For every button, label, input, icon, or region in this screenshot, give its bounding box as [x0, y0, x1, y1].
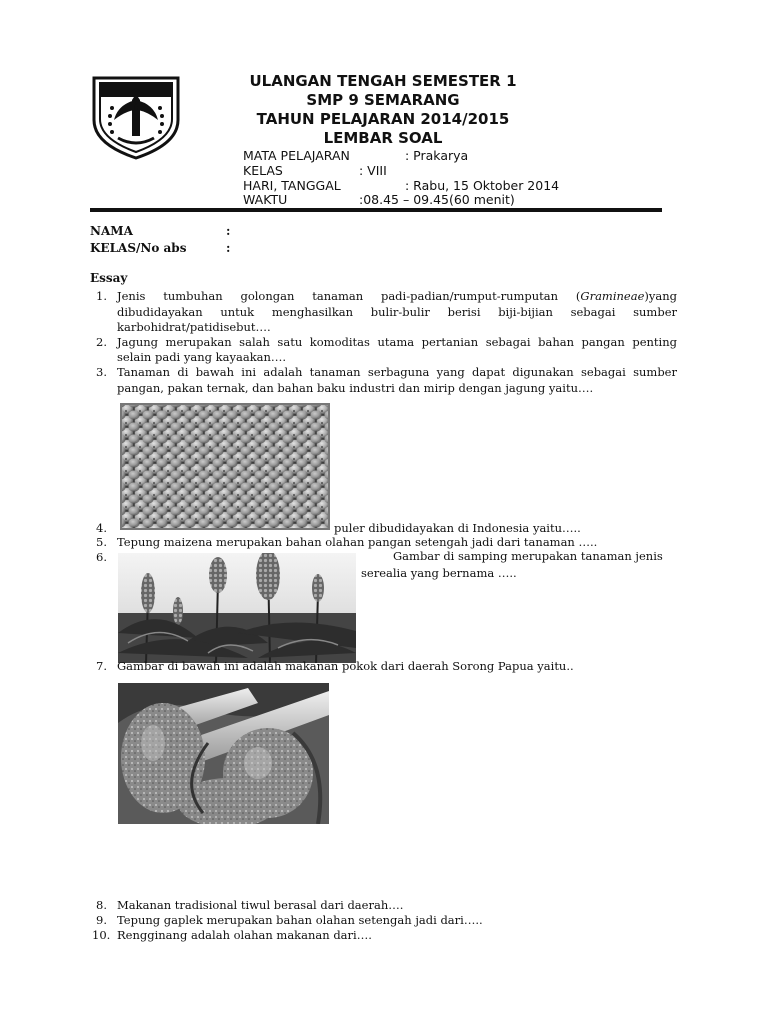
info-value-time: :08.45 – 09.45(60 menit) [359, 192, 515, 207]
section-title: Essay [90, 271, 128, 285]
question-number: 7. [96, 659, 107, 673]
question-number: 1. [96, 289, 107, 303]
info-value-class: : VIII [359, 163, 387, 178]
question-8-text: Makanan tradisional tiwul berasal dari daerah…. [117, 898, 404, 912]
question-2-line-2: selain padi yang kayaakan…. [117, 350, 287, 364]
question-9-text: Tepung gaplek merupakan bahan olahan setengah jadi dari….. [117, 913, 483, 927]
taro-tubers-photo [118, 683, 329, 824]
info-label-time: WAKTU [243, 192, 288, 207]
question-number: 8. [96, 898, 107, 912]
question-1-line-2: dibudidayakan untuk menghasilkan bulir-bulir berisi biji-bijian sebagai sumber [117, 305, 677, 319]
question-4-text: puler dibudidayakan di Indonesia yaitu….. [334, 521, 581, 535]
question-number: 6. [96, 550, 107, 564]
class-label: KELAS/No abs [90, 241, 187, 255]
academic-year: TAHUN PELAJARAN 2014/2015 [256, 110, 510, 128]
question-3-line-1: Tanaman di bawah ini adalah tanaman serbaguna yang dapat digunakan sebagai sumber [117, 365, 677, 379]
info-label-date: HARI, TANGGAL [243, 178, 341, 193]
question-number: 10. [92, 928, 111, 942]
sheet-title: LEMBAR SOAL [323, 129, 443, 147]
name-label: NAMA [90, 224, 133, 238]
question-number: 3. [96, 365, 107, 379]
class-separator: : [226, 241, 231, 255]
exam-title: ULANGAN TENGAH SEMESTER 1 [249, 72, 517, 90]
sorghum-grains-photo [120, 403, 330, 530]
question-number: 9. [96, 913, 107, 927]
sorghum-plants-photo [118, 553, 356, 663]
info-value-subject: : Prakarya [405, 148, 469, 163]
name-separator: : [226, 224, 231, 238]
school-crest-logo [88, 74, 184, 160]
header-divider [90, 208, 662, 212]
question-1-line-1: Jenis tumbuhan golongan tanaman padi-padian/rumput-rumputan (Gramineae)yang [117, 289, 677, 303]
school-name: SMP 9 SEMARANG [306, 91, 460, 109]
question-6-line-1: Gambar di samping merupakan tanaman jenis [393, 549, 663, 563]
info-value-date: : Rabu, 15 Oktober 2014 [405, 178, 560, 193]
question-7-text: Gambar di bawah ini adalah makanan pokok dari daerah Sorong Papua yaitu.. [117, 659, 574, 673]
question-number: 4. [96, 521, 107, 535]
question-5-text: Tepung maizena merupakan bahan olahan pangan setengah jadi dari tanaman ….. [117, 535, 598, 549]
question-1-line-3: karbohidrat/patidisebut…. [117, 320, 271, 334]
info-label-subject: MATA PELAJARAN [243, 148, 350, 163]
question-10-text: Rengginang adalah olahan makanan dari…. [117, 928, 372, 942]
question-3-line-2: pangan, pakan ternak, dan bahan baku industri dan mirip dengan jagung yaitu…. [117, 381, 594, 395]
question-number: 5. [96, 535, 107, 549]
question-6-line-2: serealia yang bernama ….. [361, 566, 517, 580]
info-label-class: KELAS [243, 163, 283, 178]
question-number: 2. [96, 335, 107, 349]
question-2-line-1: Jagung merupakan salah satu komoditas utama pertanian sebagai bahan pangan penting [117, 335, 677, 349]
